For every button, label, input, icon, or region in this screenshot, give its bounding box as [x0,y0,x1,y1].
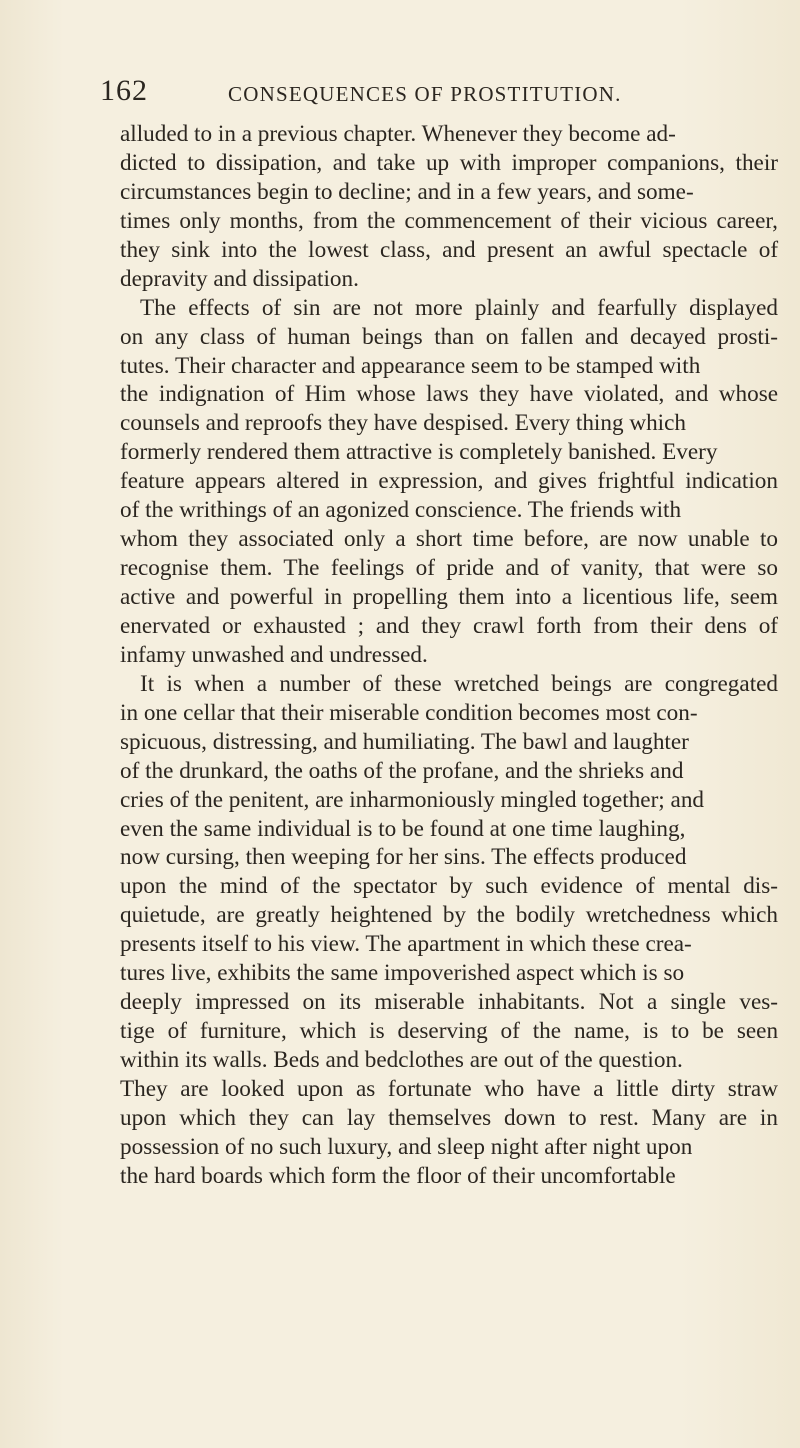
text-line: enervated or exhausted ; and they crawl forth from their dens of [120,612,779,639]
text-line: quietude, are greatly heightened by the bodily wretchedness which [120,902,778,929]
text-line: active and powerful in propelling them into a licentious life, seem [120,584,778,610]
text-line: cries of the penitent, are inharmoniously mingled together; and [120,786,705,813]
text-line: of the drunkard, the oaths of the profane, and the shrieks and [120,757,684,784]
text-line: upon which they can lay themselves down to rest. Many are in [120,1104,778,1131]
text-line: They are looked upon as fortunate who have a little dirty straw [120,1075,778,1102]
text-line: of the writhings of an agonized conscience. The friends with [120,497,682,524]
text-line: upon the mind of the spectator by such evidence of mental dis- [120,873,778,900]
text-line: counsels and reproofs they have despised. Every thing which [120,410,687,437]
text-line: in one cellar that their miserable condition becomes most con- [120,699,698,726]
text-line: within its walls. Beds and bedclothes are out of the question. [120,1047,683,1073]
text-line: deeply impressed on its miserable inhabitants. Not a single ves- [120,989,778,1016]
text-line: the hard boards which form the floor of their uncomfortable [120,1162,676,1189]
text-line: they sink into the lowest class, and present an awful spectacle of [120,236,779,263]
text-line: feature appears altered in expression, and gives frightful indication [120,468,778,495]
text-line: recognise them. The feelings of pride and of vanity, that were so [120,555,778,582]
text-line: infamy unwashed and undressed. [120,641,428,668]
text-line: tures live, exhibits the same impoverished aspect which is so [120,960,685,987]
text-line: tige of furniture, which is deserving of the name, is to be seen [120,1018,779,1045]
text-line: dicted to dissipation, and take up with improper companions, their [120,149,779,176]
text-line: presents itself to his view. The apartment in which these crea- [120,931,692,958]
text-line: whom they associated only a short time before, are now unable to [120,526,778,553]
text-line: tutes. Their character and appearance seem to be stamped with [120,352,701,379]
body-text [120,120,778,1191]
page-number: 162 [100,74,148,107]
text-line: possession of no such luxury, and sleep night after night upon [120,1133,693,1160]
text-line: spicuous, distressing, and humiliating. The bawl and laughter [120,728,689,755]
text-line: formerly rendered them attractive is completely banished. Every [120,439,718,466]
text-line: on any class of human beings than on fallen and decayed prosti- [120,323,779,350]
text-line: the indignation of Him whose laws they have violated, and whose [120,381,779,408]
page-header [100,74,760,114]
text-line: circumstances begin to decline; and in a few years, and some- [120,178,694,205]
text-line: depravity and dissipation. [120,265,359,292]
paragraph-start-line: The effects of sin are not more plainly and fearfully displayed [140,294,779,321]
text-line: now cursing, then weeping for her sins. The effects produced [120,844,687,871]
text-line: even the same individual is to be found at one time laughing, [120,815,686,842]
running-head: CONSEQUENCES OF PROSTITUTION. [228,82,622,106]
paragraph-start-line: It is when a number of these wretched beings are congregated [140,670,779,697]
text-line: alluded to in a previous chapter. Whenever they become ad- [120,121,676,147]
text-line: times only months, from the commencement of their vicious career, [120,207,778,234]
